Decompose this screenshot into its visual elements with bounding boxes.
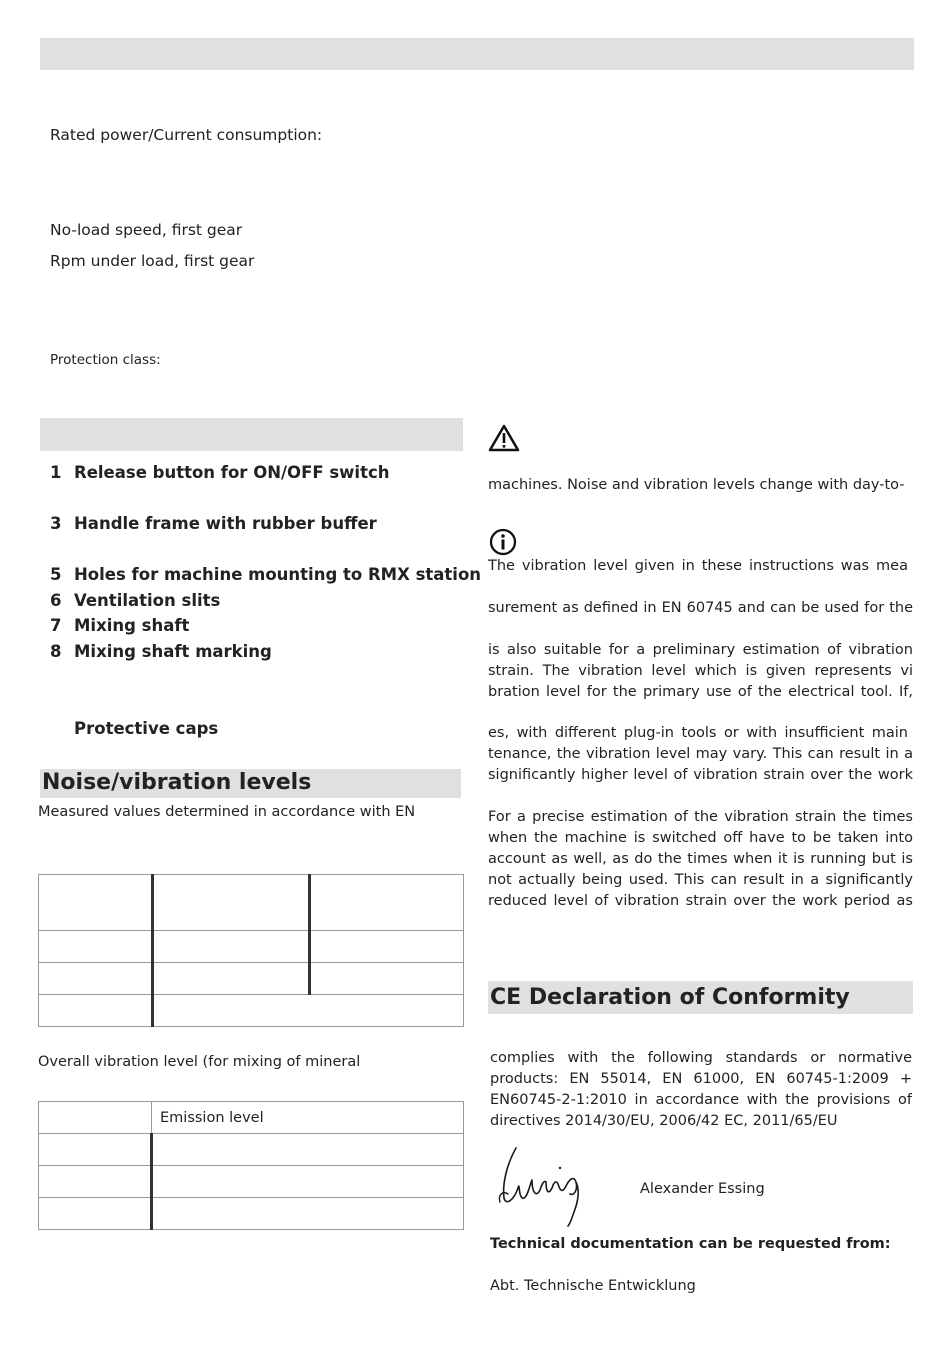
info-text-line: not actually being used. This can result in a significantly xyxy=(488,872,913,888)
table-cell xyxy=(153,875,310,931)
department-label: Abt. Technische Entwicklung xyxy=(490,1278,696,1294)
emission-level-header: Emission level xyxy=(152,1102,464,1134)
warning-text-line: machines. Noise and vibration levels change with day-to- xyxy=(488,477,905,493)
table-cell xyxy=(39,931,153,963)
noise-measured-text: Measured values determined in accordance with EN xyxy=(38,804,416,820)
info-text-line: bration level for the primary use of the electrical tool. If, xyxy=(488,684,913,700)
component-item: 7 Mixing shaft xyxy=(50,616,190,635)
ce-text-line: EN60745-2-1:2010 in accordance with the provisions of xyxy=(490,1092,912,1108)
table-cell xyxy=(153,963,310,995)
ce-text-line: directives 2014/30/EU, 2006/42 EC, 2011/65/EU xyxy=(490,1113,838,1129)
info-text-line: surement as defined in EN 60745 and can be used for the xyxy=(488,600,913,616)
component-item: 6 Ventilation slits xyxy=(50,591,221,610)
table-cell xyxy=(153,931,310,963)
table-cell xyxy=(39,875,153,931)
info-text-line: reduced level of vibration strain over the work period as xyxy=(488,893,913,909)
table-cell xyxy=(152,1134,464,1166)
tech-doc-label: Technical documentation can be requested from: xyxy=(490,1236,891,1252)
table-cell xyxy=(153,995,464,1027)
noise-table xyxy=(38,874,464,1027)
ce-text-line: products: EN 55014, EN 61000, EN 60745-1:2009 + xyxy=(490,1071,912,1087)
top-header-bar xyxy=(40,38,914,70)
component-item: 8 Mixing shaft marking xyxy=(50,642,272,661)
table-cell xyxy=(39,995,153,1027)
table-cell xyxy=(39,1166,152,1198)
component-item: 1 Release button for ON/OFF switch xyxy=(50,463,390,482)
component-item: 5 Holes for machine mounting to RMX station xyxy=(50,565,482,584)
ce-heading: CE Declaration of Conformity xyxy=(490,985,850,1010)
info-text-line: account as well, as do the times when it is running but is xyxy=(488,851,913,867)
spec-rpm-under-load: Rpm under load, first gear xyxy=(50,252,255,270)
info-text-line: when the machine is switched off have to be taken into xyxy=(488,830,913,846)
signatory-name: Alexander Essing xyxy=(640,1181,765,1197)
info-text-line: es, with different plug-in tools or with insufficient main xyxy=(488,725,908,741)
signature xyxy=(494,1140,594,1228)
table-cell xyxy=(310,963,464,995)
info-text-line: is also suitable for a preliminary estimation of vibration xyxy=(488,642,913,658)
table-cell xyxy=(152,1198,464,1230)
spec-rated-power: Rated power/Current consumption: xyxy=(50,126,323,144)
components-section-bar xyxy=(40,418,463,451)
table-cell xyxy=(39,1102,152,1134)
vibration-table xyxy=(38,1101,464,1230)
table-cell xyxy=(310,875,464,931)
table-cell xyxy=(39,1134,152,1166)
table-cell xyxy=(310,931,464,963)
info-text-line: tenance, the vibration level may vary. This can result in a xyxy=(488,746,913,762)
info-icon xyxy=(489,528,517,556)
info-text-line: The vibration level given in these instructions was mea xyxy=(488,558,908,574)
info-text-line: For a precise estimation of the vibration strain the times xyxy=(488,809,913,825)
table-cell xyxy=(152,1166,464,1198)
component-item: 3 Handle frame with rubber buffer xyxy=(50,514,377,533)
overall-vibration-text: Overall vibration level (for mixing of mineral xyxy=(38,1054,361,1070)
noise-heading: Noise/vibration levels xyxy=(42,770,312,795)
info-text-line: significantly higher level of vibration strain over the work xyxy=(488,767,913,783)
protective-caps-label: Protective caps xyxy=(74,719,219,738)
spec-protection-class: Protection class: xyxy=(50,352,161,368)
table-cell xyxy=(39,1198,152,1230)
table-cell xyxy=(39,963,153,995)
info-text-line: strain. The vibration level which is given represents vi xyxy=(488,663,913,679)
ce-text-line: complies with the following standards or normative xyxy=(490,1050,912,1066)
spec-no-load-speed: No-load speed, first gear xyxy=(50,221,243,239)
warning-icon xyxy=(488,424,520,452)
